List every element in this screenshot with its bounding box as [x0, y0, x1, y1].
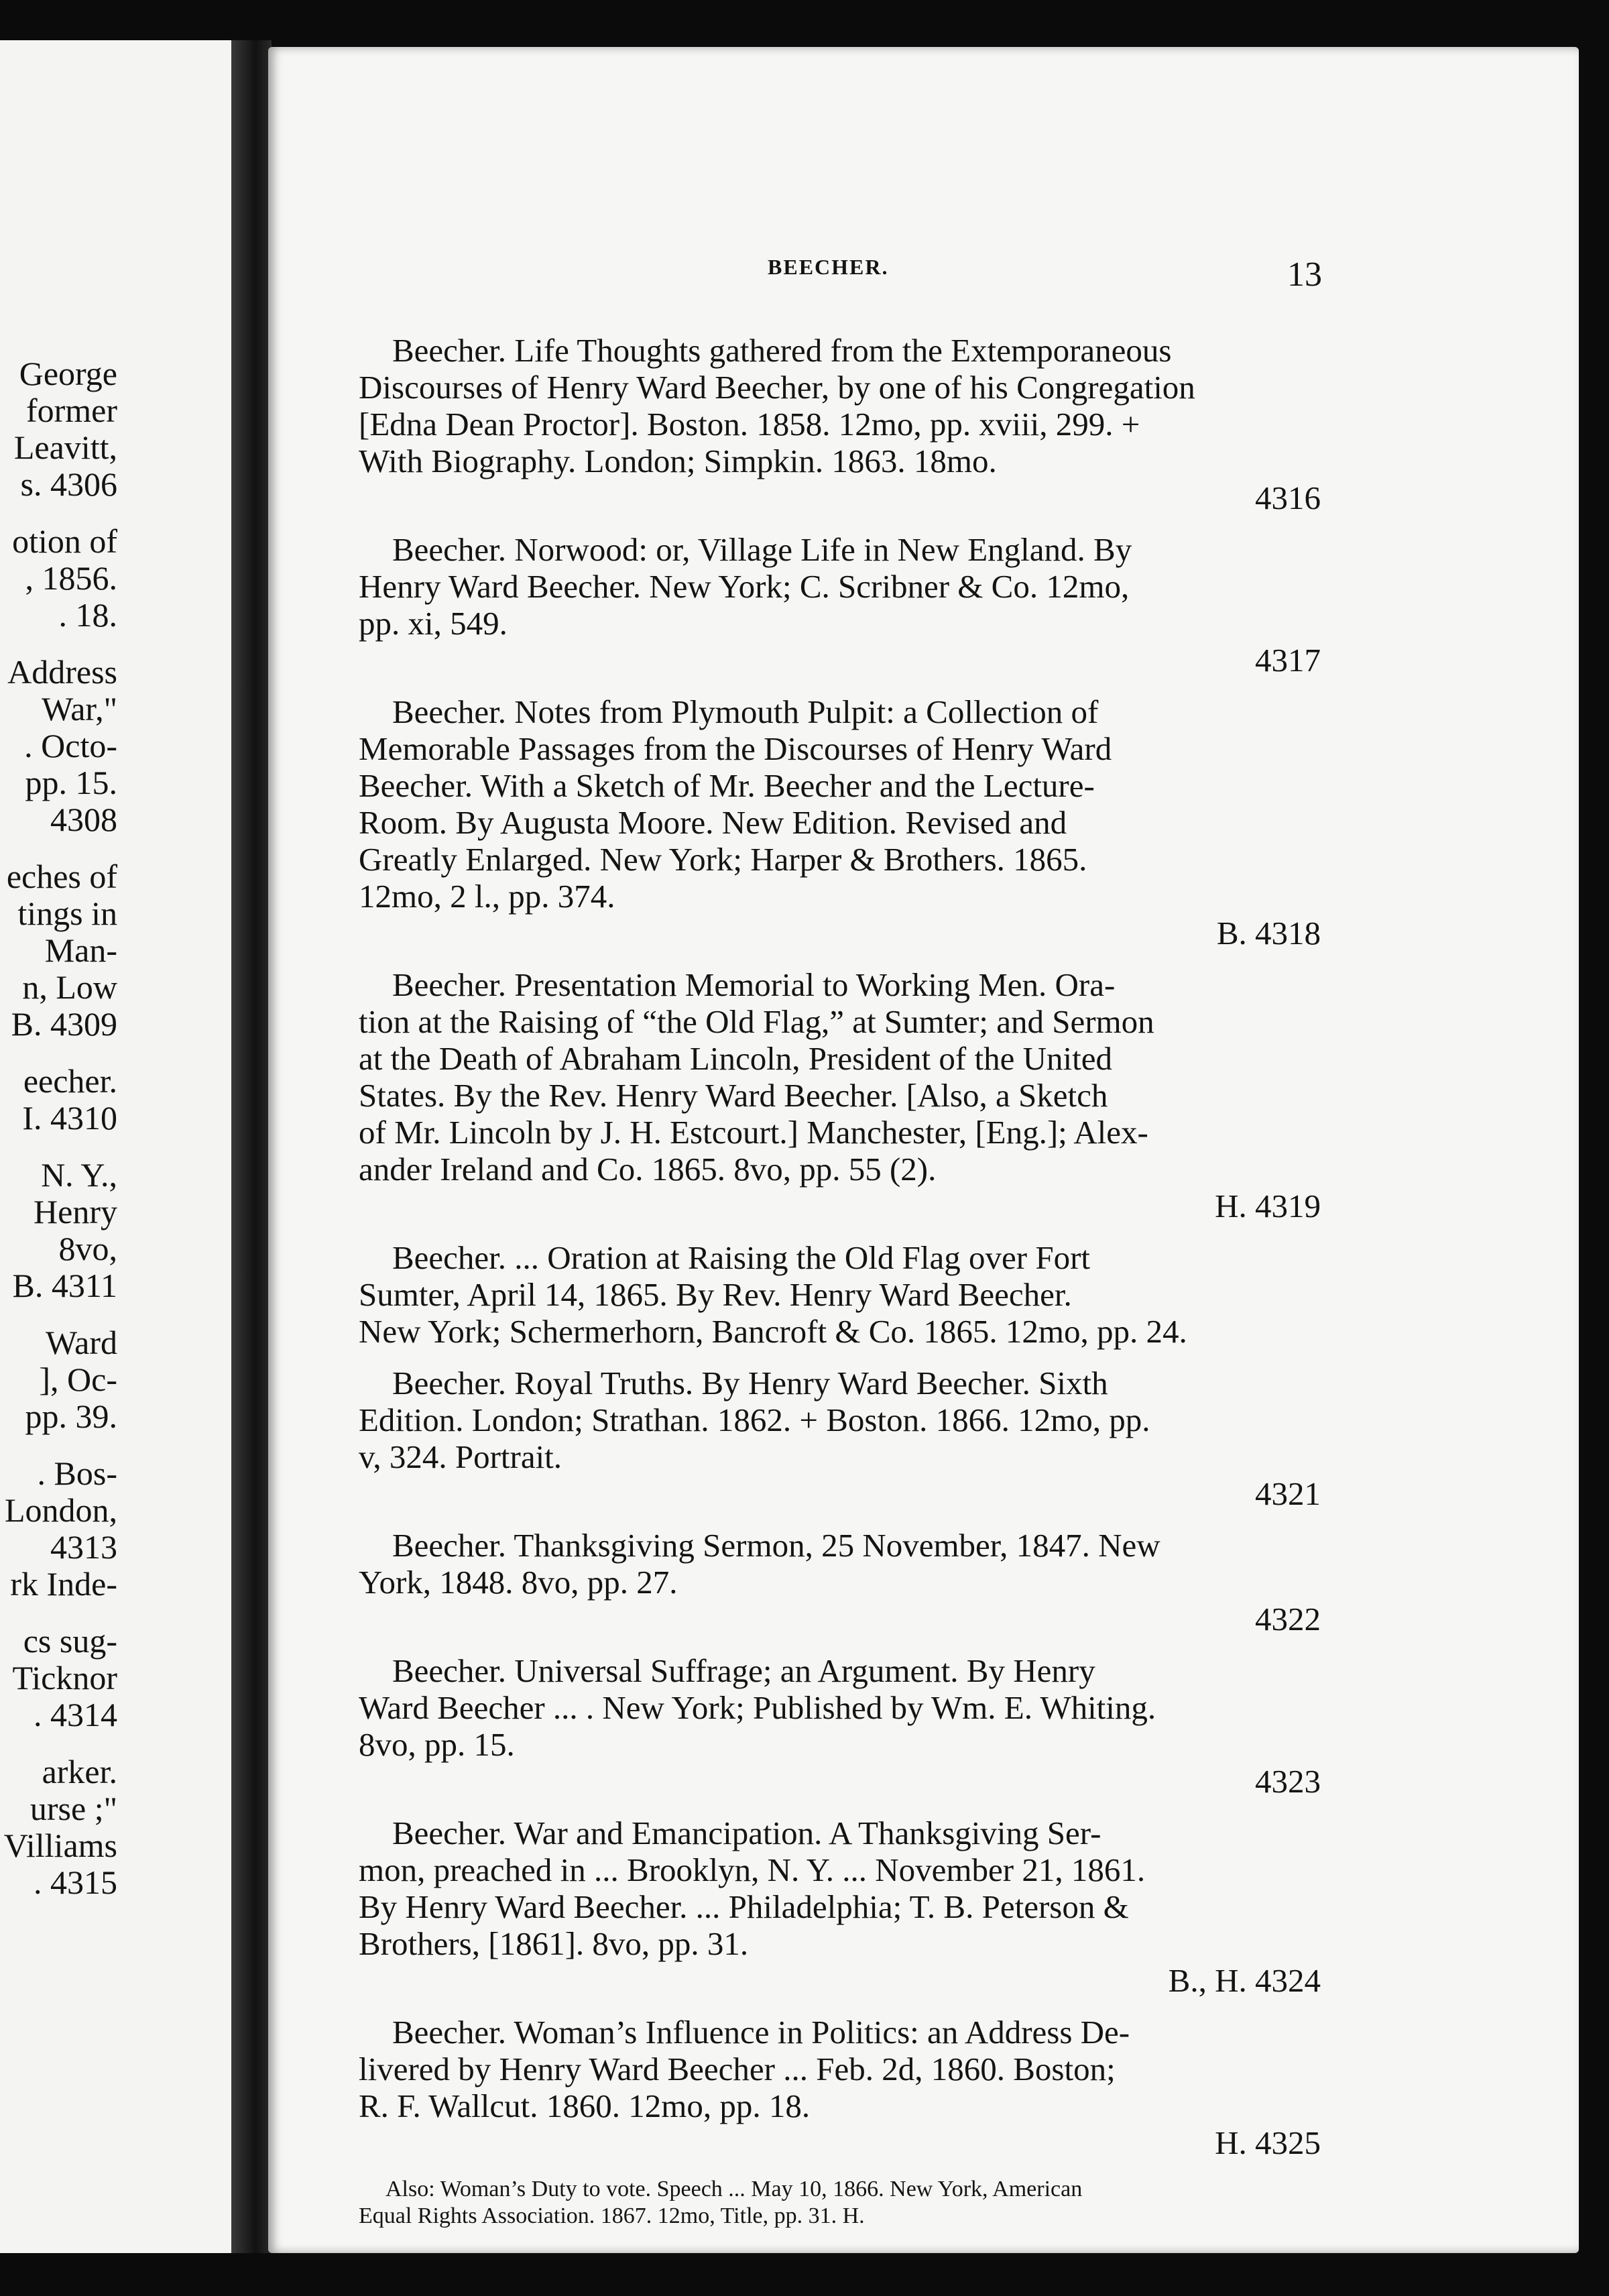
left-margin-line [0, 1435, 117, 1455]
entry-line: v, 324. Portrait. [359, 1438, 562, 1475]
bibliography-entries [359, 332, 1321, 2230]
left-margin-line: eecher. [23, 1062, 117, 1100]
note-line: Equal Rights Association. 1867. 12mo, Title, pp. 31. H. [359, 2203, 865, 2228]
entry-line: Beecher. Life Thoughts gathered from the Extemporaneous [392, 332, 1172, 369]
entry-line: at the Death of Abraham Lincoln, President of the United [359, 1040, 1112, 1077]
left-margin-line: London, [4, 1491, 117, 1529]
entry-number: H. 4319 [1215, 1188, 1321, 1224]
entry-number: 4316 [1255, 479, 1321, 516]
entry-line: Beecher. Royal Truths. By Henry Ward Beecher. Sixth [392, 1365, 1108, 1401]
left-margin-line [0, 1043, 117, 1063]
bibliography-entry [359, 1365, 1321, 1512]
note-line: Also: Woman’s Duty to vote. Speech ... May 10, 1866. New York, American [385, 2177, 1083, 2201]
entry-line: Henry Ward Beecher. New York; C. Scribner & Co. 12mo, [359, 568, 1130, 605]
left-margin-line: eches of [6, 858, 117, 895]
left-margin-line: 4308 [50, 801, 117, 838]
left-margin-line: War," [42, 690, 117, 728]
entry-line: Memorable Passages from the Discourses of Henry Ward [359, 730, 1112, 767]
left-margin-line [0, 1733, 117, 1754]
entry-line: Brothers, [1861]. 8vo, pp. 31. [359, 1925, 749, 1962]
entry-line: Beecher. Norwood: or, Village Life in New England. By [392, 531, 1132, 568]
entry-line: Sumter, April 14, 1865. By Rev. Henry Ward Beecher. [359, 1276, 1072, 1313]
bibliography-entry [359, 531, 1321, 679]
left-margin-line: Ticknor [12, 1659, 117, 1697]
left-margin-line: 8vo, [58, 1230, 117, 1267]
entry-line: Ward Beecher ... . New York; Published by Wm. E. Whiting. [359, 1689, 1156, 1726]
left-margin-line: Address [7, 653, 117, 691]
entry-line: tion at the Raising of “the Old Flag,” at Sumter; and Sermon [359, 1003, 1154, 1040]
entry-line: States. By the Rev. Henry Ward Beecher. [Also, a Sketch [359, 1077, 1108, 1114]
entry-line: Beecher. Notes from Plymouth Pulpit: a Collection of [392, 693, 1099, 730]
bibliography-entry [359, 1815, 1321, 1999]
left-margin-line: N. Y., [41, 1156, 117, 1194]
page-number: 13 [1287, 255, 1322, 294]
entry-line: ander Ireland and Co. 1865. 8vo, pp. 55 (2). [359, 1151, 937, 1188]
left-margin-line: Henry [34, 1193, 117, 1230]
left-margin-line: B. 4311 [12, 1267, 117, 1304]
entry-line: Beecher. Woman’s Influence in Politics: an Address De- [392, 2014, 1130, 2051]
left-margin-line [0, 634, 117, 654]
entry-line: R. F. Wallcut. 1860. 12mo, pp. 18. [359, 2087, 811, 2124]
entry-line: livered by Henry Ward Beecher ... Feb. 2d, 1860. Boston; [359, 2051, 1116, 2087]
left-margin-line: . 18. [58, 596, 117, 634]
left-margin-line: . Octo- [24, 727, 117, 764]
left-margin-line: pp. 39. [25, 1397, 117, 1435]
entry-number: B. 4318 [1216, 915, 1321, 952]
left-margin-line [0, 1603, 117, 1623]
bibliography-entry [359, 1652, 1321, 1800]
left-margin-line: tings in [17, 895, 117, 932]
entry-number: 4317 [1255, 642, 1321, 679]
left-margin-line: ], Oc- [39, 1361, 117, 1398]
entry-line: pp. xi, 549. [359, 605, 508, 642]
bibliography-entry [359, 693, 1321, 952]
left-margin-line: . 4315 [34, 1863, 117, 1901]
entry-line: Beecher. Universal Suffrage; an Argument. By Henry [392, 1652, 1095, 1689]
left-margin-line [0, 1137, 117, 1157]
entry-line: Discourses of Henry Ward Beecher, by one of his Congregation [359, 369, 1195, 406]
left-margin-line: rk Inde- [10, 1565, 117, 1603]
left-margin-line: otion of [12, 522, 117, 560]
entry-line: 12mo, 2 l., pp. 374. [359, 878, 615, 915]
entry-line: Beecher. With a Sketch of Mr. Beecher and the Lecture- [359, 767, 1095, 804]
left-margin-line: urse ;" [29, 1790, 117, 1827]
entry-line: Beecher. War and Emancipation. A Thanksgiving Ser- [392, 1815, 1101, 1851]
left-page-fragment [0, 40, 231, 2253]
entry-line: of Mr. Lincoln by J. H. Estcourt.] Manchester, [Eng.]; Alex- [359, 1114, 1148, 1151]
entry-line: By Henry Ward Beecher. ... Philadelphia; T. B. Peterson & [359, 1888, 1129, 1925]
left-margin-line [0, 503, 117, 523]
left-margin-line: pp. 15. [25, 764, 117, 801]
left-margin-line: B. 4309 [11, 1005, 117, 1043]
left-margin-line: , 1856. [25, 559, 117, 597]
left-margin-line: arker. [42, 1753, 117, 1790]
entry-line: New York; Schermerhorn, Bancroft & Co. 1865. 12mo, pp. 24. [359, 1313, 1187, 1350]
also-note [359, 2176, 1321, 2230]
left-margin-line: Leavitt, [13, 428, 117, 466]
entry-line: York, 1848. 8vo, pp. 27. [359, 1564, 678, 1601]
entry-line: [Edna Dean Proctor]. Boston. 1858. 12mo, pp. xviii, 299. + [359, 406, 1140, 443]
entry-line: Beecher. ... Oration at Raising the Old Flag over Fort [392, 1239, 1091, 1276]
left-margin-line: I. 4310 [22, 1099, 117, 1137]
left-margin-text [0, 355, 117, 1901]
entry-number: B., H. 4324 [1168, 1962, 1321, 1999]
left-margin-line: 4313 [50, 1528, 117, 1566]
bibliography-entry [359, 966, 1321, 1224]
book-gutter [231, 40, 272, 2253]
entry-line: Room. By Augusta Moore. New Edition. Revised and [359, 804, 1067, 841]
bibliography-entry [359, 2014, 1321, 2161]
left-margin-line: former [25, 392, 117, 429]
entry-line: Edition. London; Strathan. 1862. + Boston. 1866. 12mo, pp. [359, 1401, 1150, 1438]
entry-line: Beecher. Presentation Memorial to Working Men. Ora- [392, 966, 1116, 1003]
left-margin-line [0, 838, 117, 858]
left-margin-line: . 4314 [34, 1696, 117, 1733]
entry-number: 4321 [1255, 1475, 1321, 1512]
entry-line: 8vo, pp. 15. [359, 1726, 515, 1763]
entry-line: Beecher. Thanksgiving Sermon, 25 November, 1847. New [392, 1527, 1160, 1564]
left-margin-line: n, Low [22, 968, 117, 1006]
running-head: BEECHER. [768, 255, 889, 279]
left-margin-line: cs sug- [23, 1622, 117, 1660]
entry-line: mon, preached in ... Brooklyn, N. Y. ... November 21, 1861. [359, 1851, 1146, 1888]
left-margin-line [0, 1304, 117, 1324]
left-margin-line: s. 4306 [20, 465, 117, 503]
left-margin-line: Ward [45, 1324, 117, 1361]
entry-line: Greatly Enlarged. New York; Harper & Brothers. 1865. [359, 841, 1087, 878]
left-margin-line: Man- [44, 931, 117, 969]
bibliography-entry [359, 1239, 1321, 1350]
left-margin-line: George [19, 355, 117, 392]
left-margin-line: Villiams [3, 1827, 117, 1864]
entry-line: With Biography. London; Simpkin. 1863. 18mo. [359, 443, 997, 479]
bibliography-entry [359, 1527, 1321, 1638]
entry-number: 4323 [1255, 1763, 1321, 1800]
entry-number: H. 4325 [1215, 2124, 1321, 2161]
entry-number: 4322 [1255, 1601, 1321, 1638]
left-margin-line: . Bos- [37, 1454, 117, 1492]
bibliography-entry [359, 332, 1321, 516]
